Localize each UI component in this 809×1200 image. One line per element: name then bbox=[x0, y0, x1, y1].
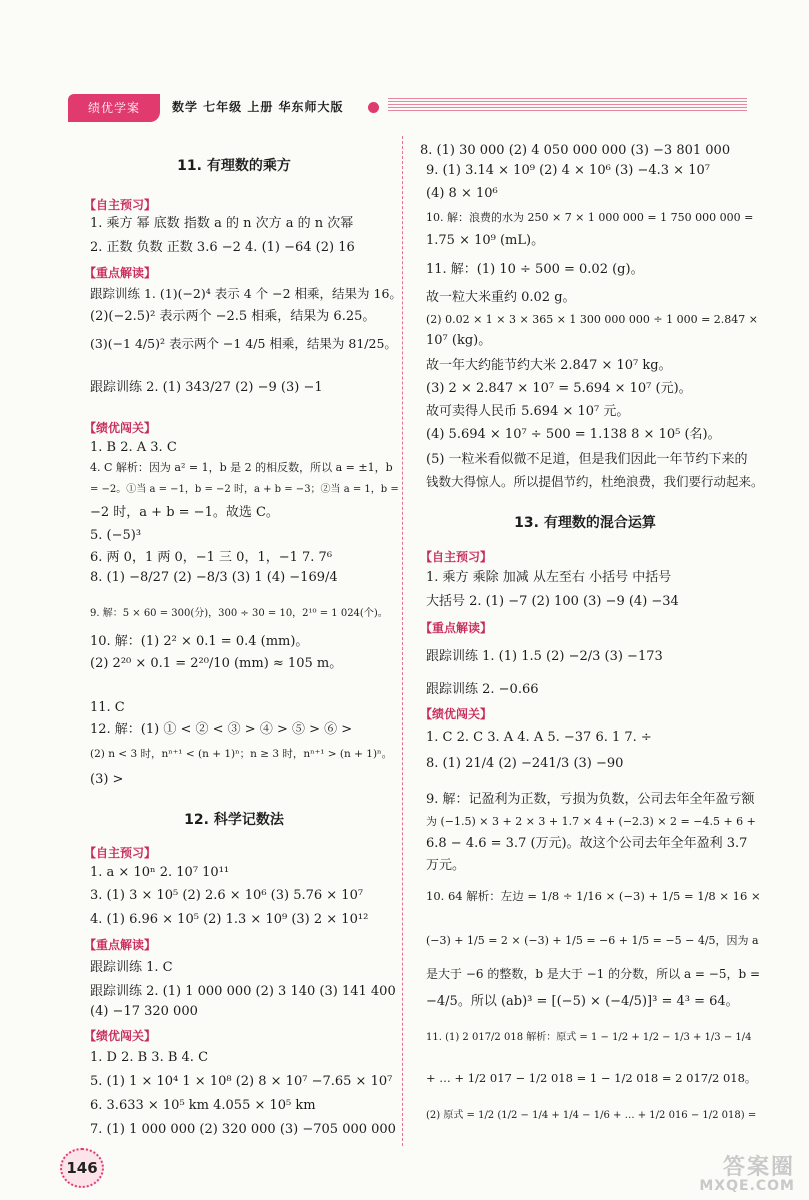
answer-line: = −2。①当 a = −1，b = −2 时，a + b = −3；②当 a = 1，b = bbox=[90, 484, 399, 495]
answer-line: (2) 0.02 × 1 × 3 × 365 × 1 300 000 000 ÷ 1 000 = 2.847 × bbox=[426, 313, 758, 326]
answer-line: 5. (−5)³ bbox=[90, 528, 142, 543]
answer-line: 9. 解：记盈利为正数，亏损为负数，公司去年全年盈亏额 bbox=[426, 792, 755, 807]
answer-line: 12. 解：(1) ① < ② < ③ > ④ > ⑤ > ⑥ > bbox=[90, 722, 353, 737]
answer-line: 1. 乘方 幂 底数 指数 a 的 n 次方 a 的 n 次幂 bbox=[90, 216, 354, 231]
answer-line: (5) 一粒米看似微不足道，但是我们因此一年节约下来的 bbox=[426, 452, 748, 467]
answer-line: 跟踪训练 1. (1) 1.5 (2) −2/3 (3) −173 bbox=[426, 649, 663, 664]
section-tag: 【重点解读】 bbox=[84, 938, 157, 952]
answer-line: 是大于 −6 的整数，b 是大于 −1 的分数，所以 a = −5，b = bbox=[426, 967, 761, 981]
book-title: 数学 七年级 上册 华东师大版 bbox=[172, 100, 344, 114]
header-dot-icon bbox=[368, 102, 379, 113]
section-tag: 【自主预习】 bbox=[84, 846, 157, 860]
answer-line: (4) 8 × 10⁶ bbox=[426, 186, 498, 201]
section-title: 12. 科学记数法 bbox=[184, 812, 284, 828]
answer-line: 为 (−1.5) × 3 + 2 × 3 + 1.7 × 4 + (−2.3) × 2 = −4.5 + 6 + bbox=[426, 815, 756, 828]
answer-line: (4) −17 320 000 bbox=[90, 1004, 198, 1019]
answer-line: (2)(−2.5)² 表示两个 −2.5 相乘，结果为 6.25。 bbox=[90, 309, 376, 324]
answer-line: 9. 解：5 × 60 = 300(分)，300 ÷ 30 = 10，2¹⁰ = 1 024(个)。 bbox=[90, 608, 388, 619]
watermark-line2: MXQE.COM bbox=[699, 1178, 795, 1194]
answer-line: + … + 1/2 017 − 1/2 018 = 1 − 1/2 018 = 2 017/2 018。 bbox=[426, 1071, 757, 1085]
answer-line: 故可卖得人民币 5.694 × 10⁷ 元。 bbox=[426, 404, 630, 419]
answer-line: 1. a × 10ⁿ 2. 10⁷ 10¹¹ bbox=[90, 865, 230, 880]
answer-line: 11. C bbox=[90, 700, 125, 715]
answer-line: 1. C 2. C 3. A 4. A 5. −37 6. 1 7. ÷ bbox=[426, 730, 652, 745]
answer-line: (3) > bbox=[90, 772, 124, 787]
watermark bbox=[641, 1150, 801, 1200]
answer-line: (−3) + 1/5 = 2 × (−3) + 1/5 = −6 + 1/5 = −5 − 4/5，因为 a bbox=[426, 934, 759, 947]
answer-line: 跟踪训练 1. (1)(−2)⁴ 表示 4 个 −2 相乘，结果为 16。 bbox=[90, 286, 402, 301]
answer-line: 2. 正数 负数 正数 3.6 −2 4. (1) −64 (2) 16 bbox=[90, 240, 355, 255]
answer-line: 11. (1) 2 017/2 018 解析：原式 = 1 − 1/2 + 1/2 − 1/3 + 1/3 − 1/4 bbox=[426, 1032, 752, 1043]
answer-line: 10. 解：浪费的水为 250 × 7 × 1 000 000 = 1 750 000 000 = bbox=[426, 211, 754, 224]
section-tag: 【绩优闯关】 bbox=[84, 421, 157, 435]
answer-line: 跟踪训练 2. (1) 343/27 (2) −9 (3) −1 bbox=[90, 380, 323, 395]
answer-line: 8. (1) −8/27 (2) −8/3 (3) 1 (4) −169/4 bbox=[90, 570, 338, 585]
answer-line: 跟踪训练 1. C bbox=[90, 960, 173, 975]
answer-line: 10. 解：(1) 2² × 0.1 = 0.4 (mm)。 bbox=[90, 634, 309, 649]
answer-line: (4) 5.694 × 10⁷ ÷ 500 = 1.138 8 × 10⁵ (名)。 bbox=[426, 427, 721, 442]
brand-tab: 绩优学案 bbox=[68, 94, 160, 122]
page-header bbox=[68, 94, 747, 124]
answer-line: 10. 64 解析：左边 = 1/8 ÷ 1/16 × (−3) + 1/5 = 1/8 × 16 × bbox=[426, 889, 761, 903]
answer-line: 大括号 2. (1) −7 (2) 100 (3) −9 (4) −34 bbox=[426, 594, 679, 609]
page-number: 146 bbox=[66, 1159, 98, 1177]
answer-line: 3. (1) 3 × 10⁵ (2) 2.6 × 10⁶ (3) 5.76 × 10⁷ bbox=[90, 888, 364, 903]
answer-line: −2 时，a + b = −1。故选 C。 bbox=[90, 505, 279, 520]
header-rule bbox=[388, 98, 747, 112]
answer-line: −4/5。所以 (ab)³ = [(−5) × (−4/5)]³ = 4³ = 64。 bbox=[426, 994, 739, 1009]
answer-line: 1.75 × 10⁹ (mL)。 bbox=[426, 233, 545, 248]
section-tag: 【绩优闯关】 bbox=[84, 1029, 157, 1043]
section-tag: 【绩优闯关】 bbox=[420, 707, 493, 721]
answer-line: 7. (1) 1 000 000 (2) 320 000 (3) −705 000 000 bbox=[90, 1122, 396, 1137]
answer-line: 5. (1) 1 × 10⁴ 1 × 10⁸ (2) 8 × 10⁷ −7.65 × 10⁷ bbox=[90, 1074, 393, 1089]
answer-line: (2) 2²⁰ × 0.1 = 2²⁰/10 (mm) ≈ 105 m。 bbox=[90, 656, 343, 671]
answer-line: 钱数大得惊人。所以提倡节约，杜绝浪费，我们要行动起来。 bbox=[426, 474, 764, 489]
answer-line: 6. 3.633 × 10⁵ km 4.055 × 10⁵ km bbox=[90, 1098, 316, 1113]
answer-line: 跟踪训练 2. −0.66 bbox=[426, 682, 539, 697]
answer-line: 1. D 2. B 3. B 4. C bbox=[90, 1050, 209, 1065]
answer-line: (3) 2 × 2.847 × 10⁷ = 5.694 × 10⁷ (元)。 bbox=[426, 381, 692, 396]
section-title: 11. 有理数的乘方 bbox=[177, 158, 291, 174]
answer-line: 10⁷ (kg)。 bbox=[426, 333, 492, 348]
answer-line: 1. 乘方 乘除 加减 从左至右 小括号 中括号 bbox=[426, 570, 672, 585]
answer-line: 6.8 − 4.6 = 3.7 (万元)。故这个公司去年全年盈利 3.7 bbox=[426, 836, 748, 851]
answer-line: 1. B 2. A 3. C bbox=[90, 440, 177, 455]
answer-line: (2) n < 3 时，nⁿ⁺¹ < (n + 1)ⁿ；n ≥ 3 时，nⁿ⁺¹ > (n + 1)ⁿ。 bbox=[90, 748, 393, 760]
section-tag: 【重点解读】 bbox=[84, 266, 157, 280]
section-tag: 【自主预习】 bbox=[84, 198, 157, 212]
answer-line: (3)(−1 4/5)² 表示两个 −1 4/5 相乘，结果为 81/25。 bbox=[90, 336, 397, 351]
section-tag: 【重点解读】 bbox=[420, 621, 493, 635]
answer-line: 8. (1) 30 000 (2) 4 050 000 000 (3) −3 801 000 bbox=[420, 143, 731, 158]
answer-line: 8. (1) 21/4 (2) −241/3 (3) −90 bbox=[426, 756, 624, 771]
answer-line: 跟踪训练 2. (1) 1 000 000 (2) 3 140 (3) 141 400 bbox=[90, 984, 396, 999]
page-number-badge bbox=[60, 1148, 104, 1188]
answer-line: 万元。 bbox=[426, 858, 466, 873]
answer-line: (2) 原式 = 1/2 (1/2 − 1/4 + 1/4 − 1/6 + … + 1/2 016 − 1/2 018) = bbox=[426, 1110, 757, 1121]
watermark-line1: 答案圈 bbox=[722, 1155, 795, 1180]
column-divider bbox=[402, 136, 403, 1146]
answer-line: 11. 解：(1) 10 ÷ 500 = 0.02 (g)。 bbox=[426, 262, 644, 277]
answer-line: 故一粒大米重约 0.02 g。 bbox=[426, 290, 576, 305]
answer-line: 9. (1) 3.14 × 10⁹ (2) 4 × 10⁶ (3) −4.3 × 10⁷ bbox=[426, 163, 710, 178]
answer-line: 4. (1) 6.96 × 10⁵ (2) 1.3 × 10⁹ (3) 2 × 10¹² bbox=[90, 912, 369, 927]
answer-line: 6. 两 0，1 两 0，−1 三 0，1，−1 7. 7⁶ bbox=[90, 550, 333, 565]
section-tag: 【自主预习】 bbox=[420, 550, 493, 564]
answer-line: 故一年大约能节约大米 2.847 × 10⁷ kg。 bbox=[426, 358, 672, 373]
answer-line: 4. C 解析：因为 a² = 1，b 是 2 的相反数，所以 a = ±1，b bbox=[90, 461, 393, 474]
section-title: 13. 有理数的混合运算 bbox=[514, 515, 656, 531]
